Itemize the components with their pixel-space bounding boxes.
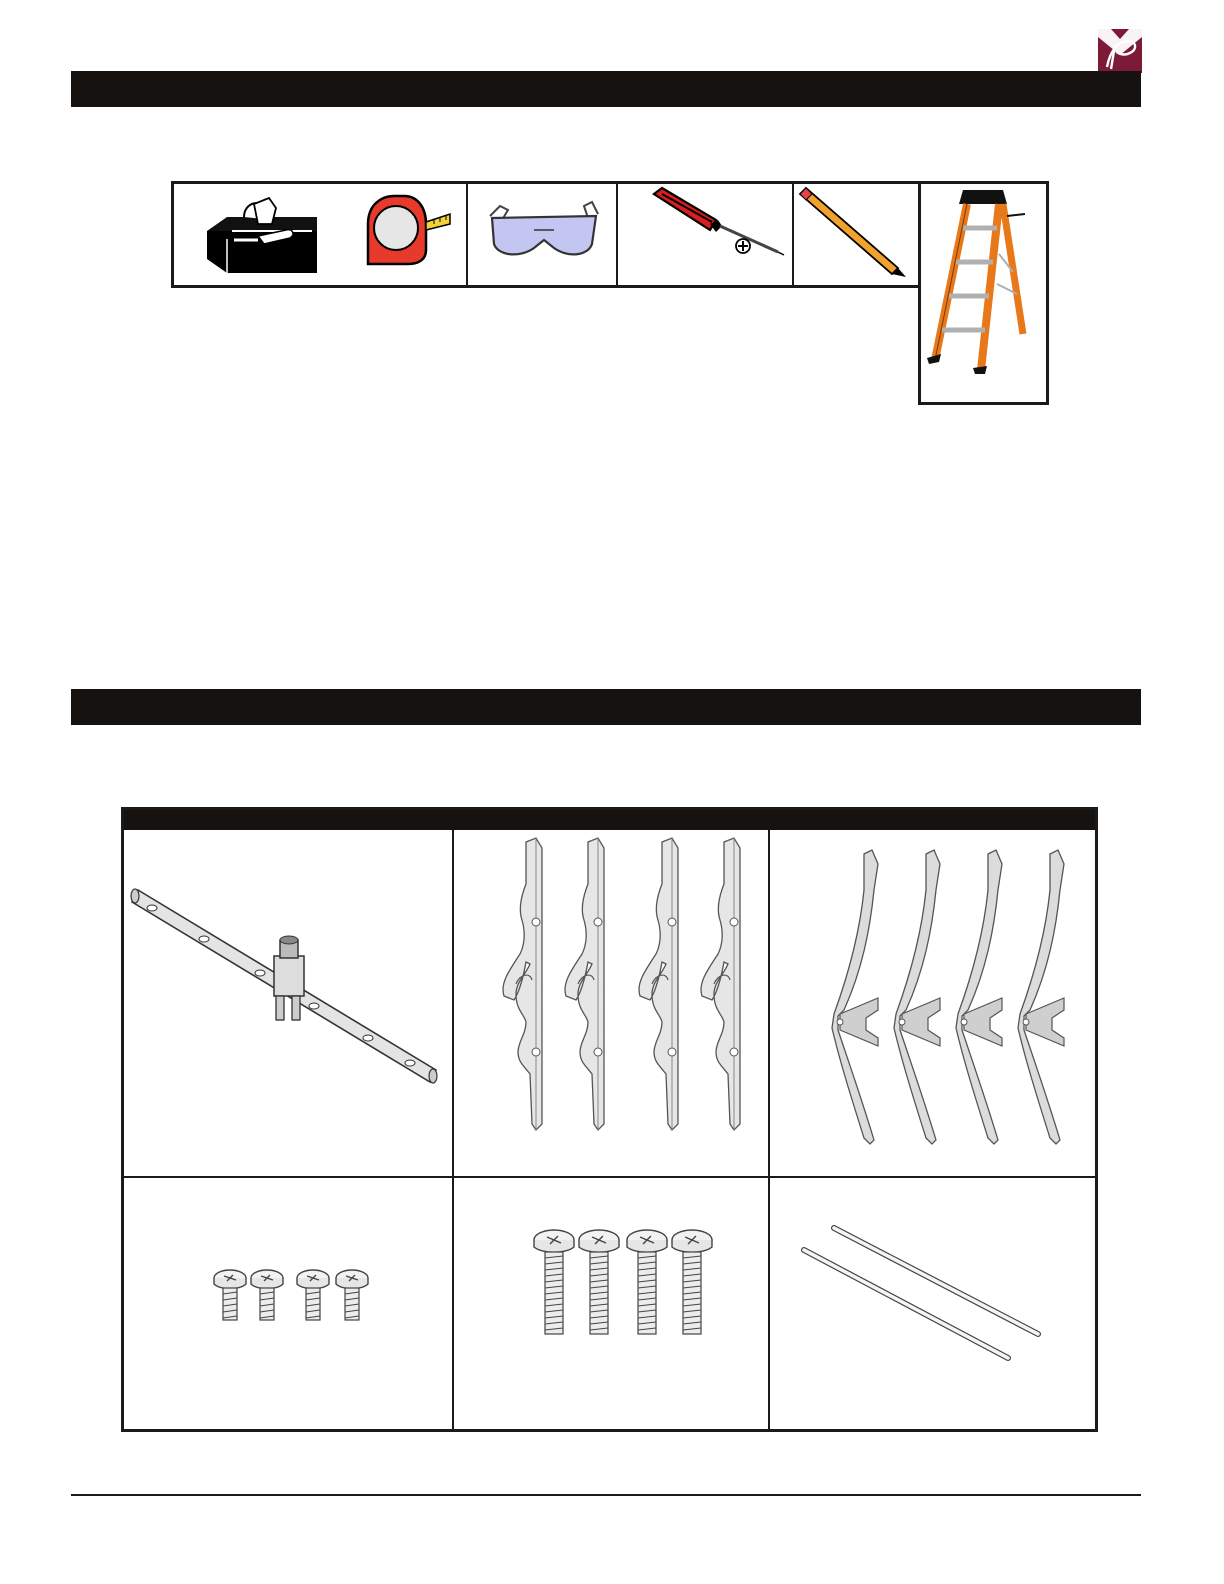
parts-table-header [124,810,1095,830]
part-cell-short-screws [124,1178,452,1429]
long-screw-icon [454,1178,768,1429]
footer-rule [71,1494,1141,1496]
part-cell-long-screws [454,1178,768,1429]
part-cell-support-arms [770,830,1095,1176]
tool-cell-toolbox-tape [174,184,466,285]
tape-measure-icon [354,184,484,285]
phillips-screwdriver-icon [618,184,794,285]
peerless-logo-icon [1098,29,1142,73]
part-cell-crossbar [124,830,452,1176]
tool-cell-safety-glasses [466,184,618,285]
crossbar-bracket-icon [124,830,452,1176]
tool-cell-ladder [918,181,1049,405]
section-header-bar-tools [71,71,1141,107]
tool-cell-screwdriver [616,184,794,285]
safety-glasses-icon [468,184,618,285]
part-cell-rods [770,1178,1095,1429]
support-arm-icon [770,830,1095,1176]
rod-icon [770,1178,1095,1429]
tools-needed-panel [171,181,919,288]
pencil-icon [794,184,924,285]
toolbox-icon [174,184,334,285]
short-screw-icon [124,1178,452,1429]
section-header-bar-parts [71,689,1141,725]
parts-table [121,807,1098,1432]
part-cell-hanging-brackets [454,830,768,1176]
tool-cell-pencil [792,184,924,285]
step-ladder-icon [921,184,1046,402]
hanging-bracket-icon [454,830,768,1176]
